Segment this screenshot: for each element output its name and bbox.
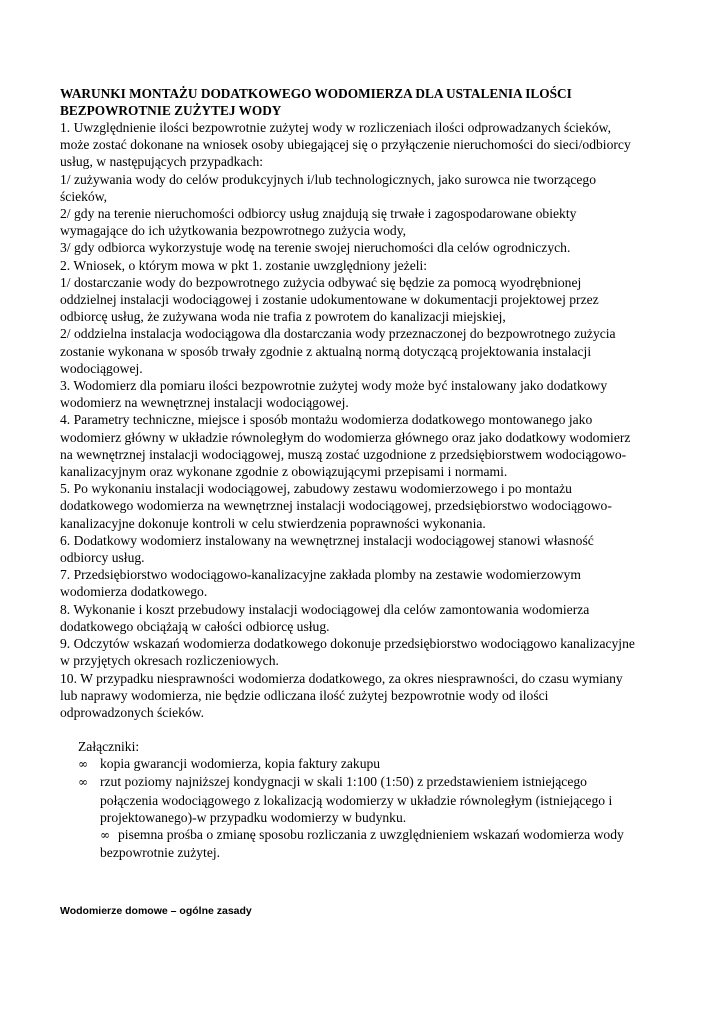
body-line: 5. Po wykonaniu instalacji wodociągowej, zabudowy zestawu wodomierzowego i po montażu [60,481,572,497]
body-line: 1. Uwzględnienie ilości bezpowrotnie zużytej wody w rozliczeniach ilości odprowadzanych ścieków, [60,120,611,135]
body-line: 4. Parametry techniczne, miejsce i sposób montażu wodomierza dodatkowego montowanego jako [60,412,593,428]
infinity-bullet-icon: ∞ [100,828,110,843]
body-line: dodatkowego obciążają w całości odbiorcę usług. [60,618,330,634]
body-line: dodatkowego wodomierza na wewnętrznej instalacji wodociągowej, przedsiębiorstwo wodociągowo- [60,498,612,514]
body-line: lub naprawy wodomierza, nie będzie odliczana ilość zużytej bezpowrotnie wody od ilości [60,687,549,703]
infinity-bullet-icon: ∞ [78,757,88,772]
body-line: wodomierza dodatkowego. [60,584,208,600]
body-line: 2. Wniosek, o którym mowa w pkt 1. zostanie uwzględniony jeżeli: [60,257,428,273]
infinity-bullet-icon: ∞ [78,775,88,790]
attachment-item [78,826,698,861]
body-line: wodociągowej. [60,360,143,376]
body-line: kanalizacyjne dokonuje kontroli w celu stwierdzenia poprawności wykonania. [60,515,486,531]
attachment-item-text: pisemna prośba o zmianę sposobu rozliczania z uwzględnieniem wskazań wodomierza wody [118,827,624,843]
body-line: 6. Dodatkowy wodomierz instalowany na wewnętrznej instalacji wodociągowej stanowi własność [60,532,594,548]
attachment-item-text: połączenia wodociągowego z lokalizacją wodomierzy w układzie równoległym (istniejącego i [100,792,613,808]
body-line: 2/ oddzielna instalacja wodociągowa dla dostarczania wody przeznaczonej do bezpowrotnego zużycia [60,326,616,342]
body-line: kanalizacyjnym oraz wykonane zgodnie z obowiązującymi przepisami i normami. [60,464,508,480]
body-line: może zostać dokonane na wniosek osoby ubiegającej się o przyłączenie nieruchomości do sieci/odbiorcy [60,137,631,153]
body-line: 8. Wykonanie i koszt przebudowy instalacji wodociągowej dla celów zamontowania wodomierza [60,601,590,617]
attachment-item-text: kopia gwarancji wodomierza, kopia faktury zakupu [100,756,381,772]
body-line: ścieków, [60,188,108,204]
body-line: odbiorcy usług. [60,550,145,566]
document-title [60,85,700,119]
body-line: wodomierz główny w układzie równoległym do wodomierza głównego oraz jako dodatkowy wodomierz [60,429,631,445]
body-line: w przyjętych okresach rozliczeniowych. [60,653,279,669]
attachment-item-text: rzut poziomy najniższej kondygnacji w skali 1:100 (1:50) z przedstawieniem istniejącego [100,774,587,790]
document-page [60,85,700,721]
body-line: 2/ gdy na terenie nieruchomości odbiorcy usług znajdują się trwałe i zagospodarowane obiekty [60,206,577,222]
body-line: 10. W przypadku niesprawności wodomierza dodatkowego, za okres niesprawności, do czasu wymiany [60,670,623,686]
body-line: wodomierz na wewnętrznej instalacji wodociągowej. [60,395,349,411]
attachment-item [78,755,698,773]
attachment-item-text: bezpowrotnie zużytej. [100,845,221,861]
attachment-item-line [78,826,698,844]
attachments-header: Załączniki: [78,739,140,754]
body-line: zostanie wykonana w sposób trwały zgodnie z aktualną normą dotyczącą projektowania instalacji [60,343,592,359]
body-line: wymagające do ich użytkowania bezpowrotnego zużycia wody, [60,223,407,239]
body-line: 3. Wodomierz dla pomiaru ilości bezpowrotnie zużytej wody może być instalowany jako dodatkowy [60,378,608,394]
body-line: 1/ zużywania wody do celów produkcyjnych i/lub technologicznych, jako surowca nie tworzącego [60,171,597,187]
section-heading: Wodomierze domowe – ogólne zasady [60,905,252,917]
body-line: 1/ dostarczanie wody do bezpowrotnego zużycia odbywać się będzie za pomocą wyodrębnionej [60,274,582,290]
title-line-2: BEZPOWROTNIE ZUŻYTEJ WODY [60,103,282,118]
body-line: 9. Odczytów wskazań wodomierza dodatkowego dokonuje przedsiębiorstwo wodociągowo kanalizacyjne [60,636,635,652]
body-line: na wewnętrznej instalacji wodociągowej, muszą zostać uzgodnione z przedsiębiorstwem wodociągowo- [60,446,627,462]
attachment-item-text: projektowanego)-w przypadku wodomierzy w budynku. [100,809,407,825]
body-line: odbiorcę usług, że zużywana woda nie trafia z powrotem do kanalizacji miejskiej, [60,309,506,325]
body-line: 7. Przedsiębiorstwo wodociągowo-kanalizacyjne zakłada plomby na zestawie wodomierzowym [60,567,581,583]
document-body [60,119,700,721]
body-line: usług, w następujących przypadkach: [60,154,264,170]
body-line: 3/ gdy odbiorca wykorzystuje wodę na terenie swojej nieruchomości dla celów ogrodniczych. [60,240,571,256]
body-line: oddzielnej instalacji wodociągowej i zostanie udokumentowane w dokumentacji projektowej przez [60,292,599,308]
title-line-1: WARUNKI MONTAŻU DODATKOWEGO WODOMIERZA DLA USTALENIA ILOŚCI [60,86,572,101]
attachments-section [78,738,698,861]
body-line: odprowadzonych ścieków. [60,704,205,720]
attachment-item [78,773,698,826]
